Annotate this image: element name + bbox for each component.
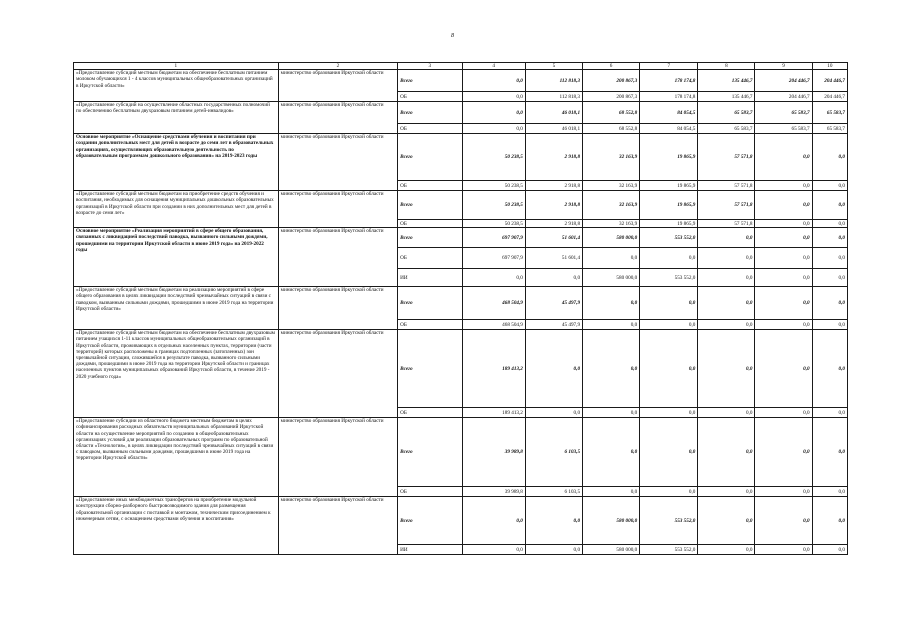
amount-cell: 112 818,3 (525, 70, 582, 92)
amount-cell: 204 446,7 (812, 92, 847, 102)
table-row (74, 497, 848, 545)
amount-cell: 0,0 (698, 330, 755, 408)
amount-cell: 39 989,8 (462, 418, 525, 487)
amount-cell: 178 174,8 (640, 92, 698, 102)
amount-cell: 65 583,7 (812, 102, 847, 124)
column-number: 1 (74, 63, 279, 70)
amount-cell: 580 000,0 (583, 228, 640, 248)
activity-name: «Предоставление субсидий местным бюджетам на реализацию мероприятий в сфере общего образования в целях ликвидации последствий чрезвычайных ситуаций в связи с паводком, вызванным сильными дождями, прошедшими в июне 2019 года на территории Иркутской области» (74, 287, 279, 330)
activity-name: Основное мероприятие «Оснащение средствами обучения и воспитания при создании дополнительных мест для детей в возрасте до семи лет в образовательных организациях, осуществляющих образовательную деятельность по образовательным программам дошкольного образования» на 2019-2023 годы (74, 134, 279, 191)
amount-cell: 0,0 (583, 330, 640, 408)
amount-cell: 65 583,7 (698, 102, 755, 124)
amount-cell: 50 238,5 (462, 220, 525, 228)
amount-cell: 0,0 (755, 269, 812, 287)
amount-cell: 45 497,9 (525, 320, 582, 330)
amount-cell: 0,0 (462, 545, 525, 555)
amount-cell: 0,0 (755, 191, 812, 220)
column-number: 2 (278, 63, 397, 70)
executor: министерство образования Иркутской области (278, 70, 397, 102)
amount-cell: 65 583,7 (755, 124, 812, 134)
amount-cell: 0,0 (812, 497, 847, 545)
amount-cell: 57 571,8 (698, 181, 755, 191)
amount-cell: 0,0 (525, 497, 582, 545)
amount-cell: 0,0 (698, 408, 755, 418)
amount-cell: 0,0 (462, 497, 525, 545)
amount-cell: 32 163,9 (583, 134, 640, 181)
table-row (74, 70, 848, 92)
amount-cell: 553 552,0 (640, 545, 698, 555)
amount-cell: 0,0 (698, 545, 755, 555)
funding-source: ОБ (398, 248, 462, 269)
amount-cell: 0,0 (812, 191, 847, 220)
amount-cell: 0,0 (812, 134, 847, 181)
amount-cell: 204 446,7 (812, 70, 847, 92)
amount-cell: 0,0 (698, 287, 755, 320)
table-row (74, 102, 848, 124)
column-number: 8 (698, 63, 755, 70)
amount-cell: 51 601,4 (525, 248, 582, 269)
funding-source: ОБ (398, 408, 462, 418)
column-number: 7 (640, 63, 698, 70)
amount-cell: 553 552,0 (640, 228, 698, 248)
amount-cell: 0,0 (755, 248, 812, 269)
amount-cell: 0,0 (698, 320, 755, 330)
amount-cell: 0,0 (812, 220, 847, 228)
amount-cell: 0,0 (812, 408, 847, 418)
funding-source: ОБ (398, 181, 462, 191)
amount-cell: 6 103,5 (525, 487, 582, 497)
amount-cell: 0,0 (755, 320, 812, 330)
amount-cell: 468 504,9 (462, 287, 525, 320)
activity-name: «Предоставление субсидии из областного бюджета местным бюджетам в целях софинансирования расходных обязательств муниципальных образований Иркутской области на осуществление мероприятий по созданию в общеобразовательных организациях условий для реализации образовательных программ по образовательной области «Технология», в целях ликвидации последствий чрезвычайных ситуаций в связи с паводком, вызванным сильными дождями, прошедшими в июне 2019 года на территории Иркутской области» (74, 418, 279, 497)
table-row (74, 134, 848, 181)
amount-cell: 0,0 (583, 320, 640, 330)
amount-cell: 0,0 (755, 497, 812, 545)
amount-cell: 0,0 (583, 487, 640, 497)
amount-cell: 57 571,8 (698, 191, 755, 220)
executor: министерство образования Иркутской области (278, 134, 397, 191)
amount-cell: 0,0 (640, 487, 698, 497)
amount-cell: 553 552,0 (640, 497, 698, 545)
amount-cell: 0,0 (812, 269, 847, 287)
amount-cell: 84 054,5 (640, 124, 698, 134)
amount-cell: 0,0 (755, 487, 812, 497)
executor: министерство образования Иркутской области (278, 287, 397, 330)
amount-cell: 0,0 (698, 248, 755, 269)
amount-cell: 204 446,7 (755, 92, 812, 102)
amount-cell: 19 865,9 (640, 134, 698, 181)
amount-cell: 0,0 (640, 418, 698, 487)
executor: министерство образования Иркутской области (278, 102, 397, 134)
amount-cell: 200 867,3 (583, 92, 640, 102)
amount-cell: 0,0 (698, 497, 755, 545)
amount-cell: 580 000,0 (583, 497, 640, 545)
amount-cell: 0,0 (698, 418, 755, 487)
activity-name: «Предоставление субсидий на осуществление областных государственных полномочий по обеспечению бесплатным двухразовым питанием детей-инвалидов» (74, 102, 279, 134)
amount-cell: 580 000,0 (583, 269, 640, 287)
funding-source: Всего (398, 228, 462, 248)
amount-cell: 0,0 (812, 320, 847, 330)
amount-cell: 178 174,8 (640, 70, 698, 92)
column-number: 5 (525, 63, 582, 70)
amount-cell: 0,0 (640, 287, 698, 320)
column-number-row (74, 63, 848, 70)
amount-cell: 19 865,9 (640, 191, 698, 220)
amount-cell: 0,0 (812, 287, 847, 320)
amount-cell: 0,0 (755, 408, 812, 418)
amount-cell: 65 583,7 (698, 124, 755, 134)
amount-cell: 0,0 (755, 330, 812, 408)
funding-source: Всего (398, 102, 462, 124)
table-row (74, 418, 848, 487)
amount-cell: 2 918,8 (525, 181, 582, 191)
funding-source: Всего (398, 70, 462, 92)
amount-cell: 51 601,4 (525, 228, 582, 248)
amount-cell: 697 907,9 (462, 228, 525, 248)
executor: министерство образования Иркутской области (278, 418, 397, 497)
amount-cell: 0,0 (755, 287, 812, 320)
column-number: 6 (583, 63, 640, 70)
budget-table (73, 62, 848, 555)
activity-name: «Предоставление иных межбюджетных трансфертов на приобретение модульной конструкции сборно-разборного быстровозводимого здания для размещения образовательной организации с поставкой и монтажом, техническим присоединением к инженерным сетям, с оснащением средствами обучения и воспитания» (74, 497, 279, 555)
amount-cell: 19 865,9 (640, 181, 698, 191)
amount-cell: 0,0 (525, 330, 582, 408)
funding-source: ОБ (398, 487, 462, 497)
amount-cell: 45 497,9 (525, 287, 582, 320)
column-number: 10 (812, 63, 847, 70)
amount-cell: 32 163,9 (583, 191, 640, 220)
amount-cell: 0,0 (755, 181, 812, 191)
funding-source: ОБ (398, 92, 462, 102)
amount-cell: 0,0 (812, 248, 847, 269)
amount-cell: 0,0 (698, 269, 755, 287)
amount-cell: 0,0 (698, 228, 755, 248)
amount-cell: 0,0 (640, 330, 698, 408)
amount-cell: 2 918,8 (525, 220, 582, 228)
amount-cell: 580 000,0 (583, 545, 640, 555)
activity-name: Основное мероприятие «Реализация мероприятий в сфере общего образования, связанных с ликвидацией последствий паводка, вызванного сильными дождями, прошедшими на территории Иркутской области в июне 2019 года» на 2019-2022 годы (74, 228, 279, 287)
funding-source: Всего (398, 287, 462, 320)
amount-cell: 0,0 (812, 181, 847, 191)
amount-cell: 0,0 (812, 330, 847, 408)
amount-cell: 0,0 (640, 320, 698, 330)
column-number: 4 (462, 63, 525, 70)
amount-cell: 697 907,9 (462, 248, 525, 269)
amount-cell: 32 163,9 (583, 220, 640, 228)
amount-cell: 50 238,5 (462, 191, 525, 220)
amount-cell: 0,0 (755, 228, 812, 248)
amount-cell: 0,0 (462, 269, 525, 287)
funding-source: ИИ (398, 545, 462, 555)
amount-cell: 0,0 (583, 418, 640, 487)
amount-cell: 0,0 (755, 545, 812, 555)
amount-cell: 84 054,5 (640, 102, 698, 124)
amount-cell: 468 504,9 (462, 320, 525, 330)
amount-cell: 0,0 (812, 545, 847, 555)
executor: министерство образования Иркутской области (278, 497, 397, 555)
amount-cell: 0,0 (755, 220, 812, 228)
amount-cell: 68 552,8 (583, 124, 640, 134)
funding-source: Всего (398, 134, 462, 181)
amount-cell: 0,0 (698, 487, 755, 497)
amount-cell: 46 018,1 (525, 102, 582, 124)
amount-cell: 0,0 (755, 418, 812, 487)
page-number: 8 (451, 33, 454, 39)
amount-cell: 32 163,9 (583, 181, 640, 191)
amount-cell: 0,0 (755, 134, 812, 181)
funding-source: Всего (398, 497, 462, 545)
amount-cell: 0,0 (462, 102, 525, 124)
amount-cell: 2 918,8 (525, 191, 582, 220)
amount-cell: 0,0 (640, 408, 698, 418)
amount-cell: 135 446,7 (698, 92, 755, 102)
amount-cell: 39 989,8 (462, 487, 525, 497)
column-number: 3 (398, 63, 462, 70)
amount-cell: 0,0 (462, 124, 525, 134)
table-row (74, 330, 848, 408)
executor: министерство образования Иркутской области (278, 228, 397, 287)
amount-cell: 0,0 (525, 269, 582, 287)
amount-cell: 0,0 (462, 92, 525, 102)
table-row (74, 191, 848, 220)
amount-cell: 200 867,3 (583, 70, 640, 92)
amount-cell: 65 583,7 (812, 124, 847, 134)
funding-source: Всего (398, 330, 462, 408)
amount-cell: 0,0 (640, 248, 698, 269)
amount-cell: 50 238,5 (462, 181, 525, 191)
executor: министерство образования Иркутской области (278, 330, 397, 418)
amount-cell: 0,0 (583, 408, 640, 418)
amount-cell: 0,0 (812, 228, 847, 248)
amount-cell: 57 571,8 (698, 220, 755, 228)
amount-cell: 46 018,1 (525, 124, 582, 134)
activity-name: «Предоставление субсидий местным бюджетам на обеспечение бесплатным двухразовым питанием учащихся 1-11 классов муниципальных общеобразовательных организаций в Иркутской области, проживающих в отдельных населенных пунктах, территории (части территорий) которых расположены в границах подтопленных (затопленных) зон чрезвычайной ситуации, сложившейся в результате паводка, вызванного сильными дождями, прошедшими в июне 2019 года на территории Иркутской области и границах населенных пунктов муниципальных образований Иркутской области, в течение 2019 - 2020 учебного года» (74, 330, 279, 418)
amount-cell: 6 103,5 (525, 418, 582, 487)
amount-cell: 135 446,7 (698, 70, 755, 92)
funding-source: ОБ (398, 220, 462, 228)
table-row (74, 287, 848, 320)
amount-cell: 19 865,9 (640, 220, 698, 228)
amount-cell: 204 446,7 (755, 70, 812, 92)
amount-cell: 112 818,3 (525, 92, 582, 102)
amount-cell: 189 413,2 (462, 408, 525, 418)
funding-source: Всего (398, 418, 462, 487)
amount-cell: 50 238,5 (462, 134, 525, 181)
amount-cell: 0,0 (462, 70, 525, 92)
amount-cell: 0,0 (583, 248, 640, 269)
activity-name: «Предоставление субсидий местным бюджетам на приобретение средств обучения и воспитания, необходимых для оснащения муниципальных дошкольных образовательных организаций в Иркутской области при создании в них дополнительных мест для детей в возрасте до семи лет» (74, 191, 279, 228)
amount-cell: 189 413,2 (462, 330, 525, 408)
funding-source: ИИ (398, 269, 462, 287)
amount-cell: 0,0 (525, 545, 582, 555)
amount-cell: 68 552,8 (583, 102, 640, 124)
amount-cell: 0,0 (525, 408, 582, 418)
funding-source: Всего (398, 191, 462, 220)
amount-cell: 0,0 (583, 287, 640, 320)
activity-name: «Предоставление субсидий местным бюджетам на обеспечение бесплатным питанием молоком обучающихся 1 - 4 классов муниципальных общеобразовательных организаций в Иркутской области» (74, 70, 279, 102)
amount-cell: 553 552,0 (640, 269, 698, 287)
column-number: 9 (755, 63, 812, 70)
funding-source: ОБ (398, 320, 462, 330)
amount-cell: 0,0 (812, 487, 847, 497)
executor: министерство образования Иркутской области (278, 191, 397, 228)
amount-cell: 65 583,7 (755, 102, 812, 124)
amount-cell: 57 571,8 (698, 134, 755, 181)
table-row (74, 228, 848, 248)
funding-source: ОБ (398, 124, 462, 134)
amount-cell: 0,0 (812, 418, 847, 487)
amount-cell: 2 918,8 (525, 134, 582, 181)
